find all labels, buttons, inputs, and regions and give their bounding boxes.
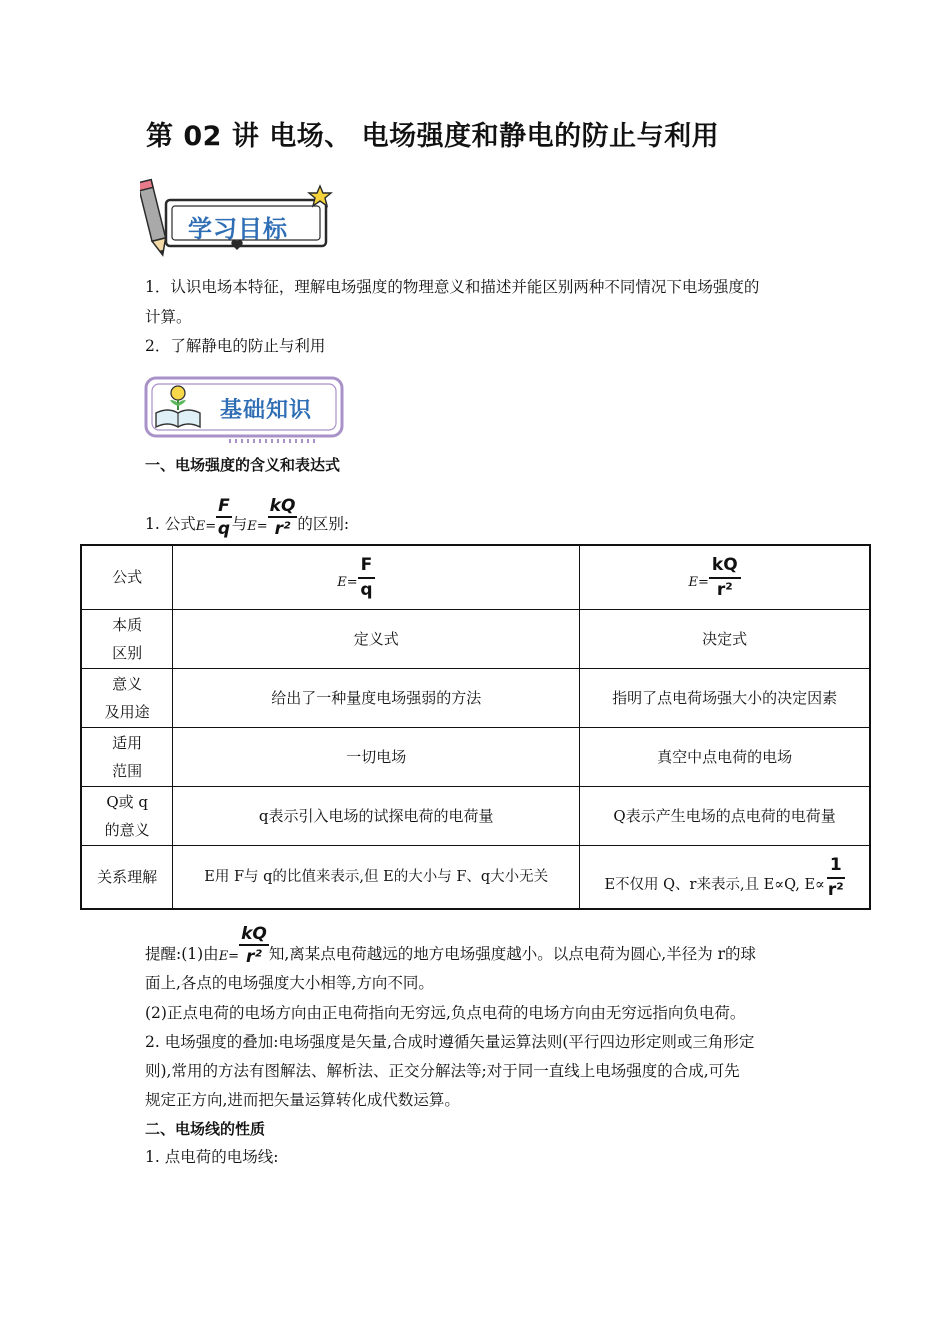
tip-line-1: 提醒:(1)由 E= $\frac{kQ}{\text{r²}}$ 知,离某点电荷越远的地方电场强度越小。以点电荷为圆心,半径为 r的球 [145, 924, 757, 967]
table-cell: 真空中点电荷的电场 [580, 727, 870, 786]
table-cell-label: 本质 区别 [81, 609, 173, 668]
table-cell: q表示引入电场的试探电荷的电荷量 [173, 786, 580, 845]
table-cell: 指明了点电荷场强大小的决定因素 [580, 668, 870, 727]
section-2-heading: 二、电场线的性质 [145, 1120, 266, 1138]
page-title: 第 02 讲 电场、 电场强度和静电的防止与利用 [146, 121, 720, 152]
table-cell-label: Q或 q 的意义 [81, 786, 173, 845]
objective-line-1: 1．认识电场本特征，理解电场强度的物理意义和描述并能区别两种不同情况下电场强度的 [145, 278, 760, 296]
table-cell: 决定式 [580, 609, 870, 668]
table-cell: E不仅用 Q、r来表示,且 E∝Q, E∝ 1 r² [580, 845, 870, 909]
basics-badge [144, 375, 346, 445]
tip-formula: $\frac{kQ}{\text{r²}}$ [241, 924, 267, 967]
section-2-line-1: 1. 点电荷的电场线: [145, 1148, 279, 1166]
table-cell-formula-left: E= $\frac{F}{q}$ [173, 545, 580, 609]
table-cell-label: 适用 范围 [81, 727, 173, 786]
section-1-heading: 一、电场强度的含义和表达式 [145, 456, 341, 474]
table-row [81, 786, 870, 845]
objective-line-3: 2．了解静电的防止与利用 [145, 337, 326, 355]
table-row [81, 668, 870, 727]
table-cell-label: 关系理解 [81, 845, 173, 909]
objective-line-2: 计算。 [145, 308, 192, 326]
tip-line-2: 面上,各点的电场强度大小相等,方向不同。 [145, 974, 434, 992]
objectives-badge [140, 176, 336, 260]
formula-f-over-q: $\frac{F}{q}$ [217, 496, 230, 539]
table-cell: 定义式 [173, 609, 580, 668]
tip-line-3: (2)正点电荷的电场方向由正电荷指向无穷远,负点电荷的电场方向由无穷远指向负电荷。 [145, 1004, 746, 1022]
formula-intro: 1. 公式 E= $\frac{F}{q}$ 与 E= $\frac{kQ}{\text{r²}}$ 的区别: [145, 496, 350, 539]
comparison-table [80, 544, 871, 910]
table-cell: Q表示产生电场的点电荷的电荷量 [580, 786, 870, 845]
table-row [81, 609, 870, 668]
table-header-row [81, 545, 870, 609]
formula-kq-over-r2: $\frac{kQ}{\text{r²}}$ [269, 496, 296, 539]
table-cell-formula-right: E= $\frac{kQ}{\text{r²}}$ [580, 545, 870, 609]
objectives-badge-label: 学习目标 [188, 215, 288, 243]
tip-line-5: 则),常用的方法有图解法、解析法、正交分解法等;对于同一直线上电场强度的合成,可先 [145, 1062, 740, 1080]
table-cell: 给出了一种量度电场强弱的方法 [173, 668, 580, 727]
table-cell: E用 F与 q的比值来表示,但 E的大小与 F、q大小无关 [173, 845, 580, 909]
basics-badge-label: 基础知识 [220, 398, 313, 423]
table-cell: 一切电场 [173, 727, 580, 786]
table-row [81, 727, 870, 786]
table-cell-label: 意义 及用途 [81, 668, 173, 727]
table-row [81, 845, 870, 909]
tip-line-4: 2. 电场强度的叠加:电场强度是矢量,合成时遵循矢量运算法则(平行四边形定则或三角形定 [145, 1033, 755, 1051]
tip-line-6: 规定正方向,进而把矢量运算转化成代数运算。 [145, 1091, 460, 1109]
table-cell-label: 公式 [81, 545, 173, 609]
